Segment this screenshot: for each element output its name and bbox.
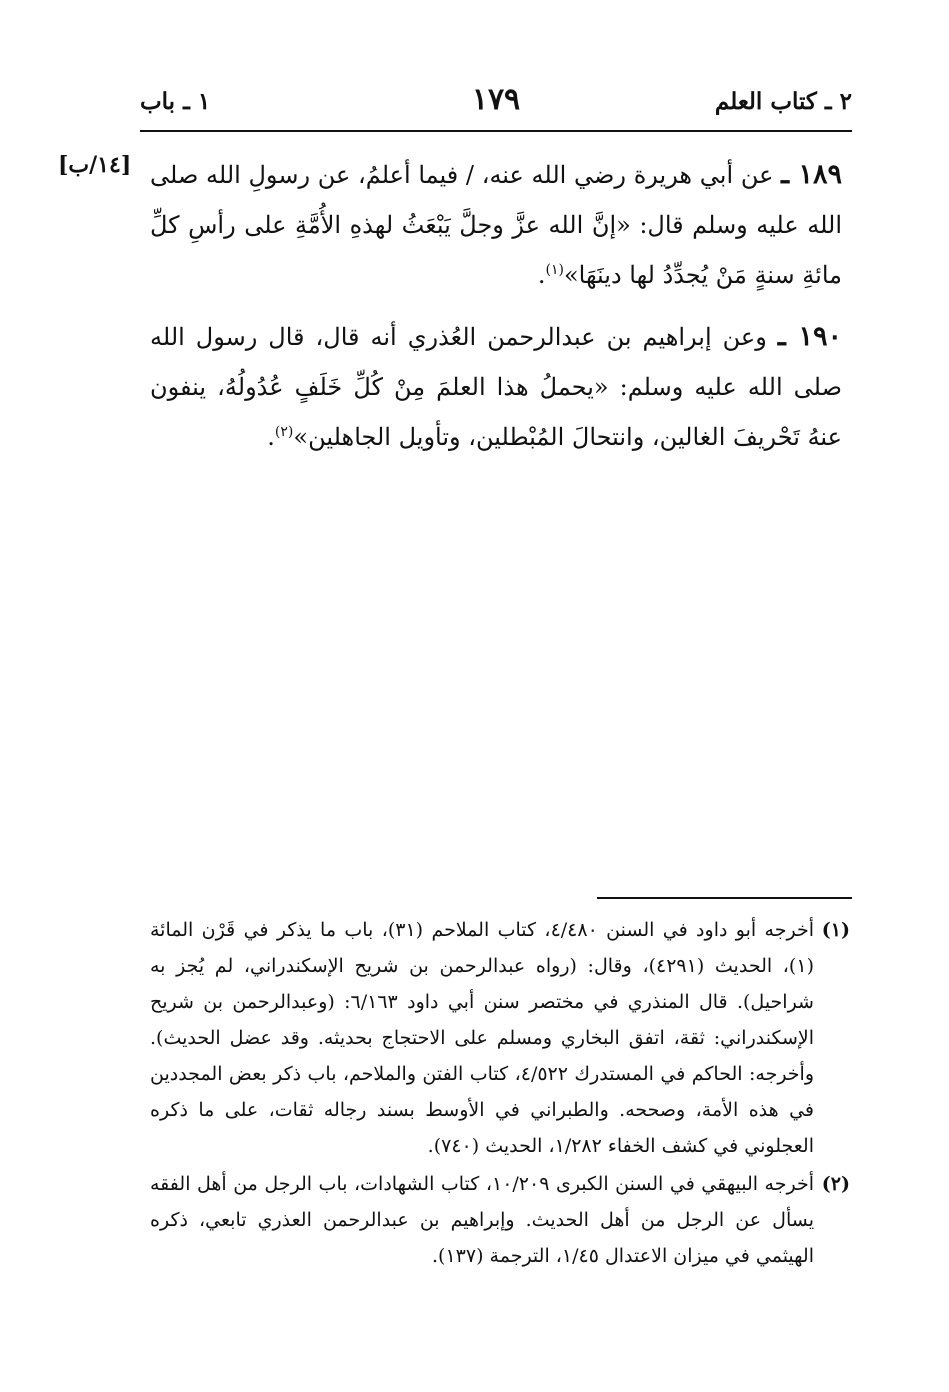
hadith-number: ١٨٩ ـ bbox=[781, 159, 842, 190]
hadith-text: عن أبي هريرة رضي الله عنه، / فيما أعلمُ، عن رسولِ الله صلى الله عليه وسلم قال: «إنَّ الله عزَّ وجلَّ يَبْعَثُ لهذهِ الأُمَّةِ على رأسِ كلِّ مائةِ سنةٍ مَنْ يُجدِّدُ لها دينَهَا» bbox=[150, 161, 842, 289]
footnote-2 bbox=[150, 1166, 850, 1274]
header-page-number: ١٧٩ bbox=[471, 82, 521, 117]
hadith-text: وعن إبراهيم بن عبدالرحمن العُذري أنه قال، قال رسول الله صلى الله عليه وسلم: «يحملُ هذا العلمَ مِنْ كُلِّ خَلَفٍ عُدُولُهُ، ينفون عنهُ تَحْريفَ الغالين، وانتحالَ المُبْطلين، وتأويل الجاهلين» bbox=[150, 323, 842, 451]
header-rule bbox=[140, 130, 852, 132]
hadith-189: ١٨٩ ـ عن أبي هريرة رضي الله عنه، / فيما أعلمُ، عن رسولِ الله صلى الله عليه وسلم قال: «إنَّ الله عزَّ وجلَّ يَبْعَثُ لهذهِ الأُمَّةِ على رأسِ كلِّ مائةِ سنةٍ مَنْ يُجدِّدُ لها دينَهَا»$^{(١)}$. bbox=[150, 159, 842, 289]
footnote-text: أخرجه أبو داود في السنن ٤/٤٨٠، كتاب الملاحم (٣١)، باب ما يذكر في قَرْن المائة (١)، الحديث (٤٢٩١)، وقال: (رواه عبدالرحمن بن شريح الإسكندراني، لم يُجز به شراحيل). قال المنذري في مختصر سنن أبي داود ٦/١٦٣: (وعبدالرحمن بن شريح الإسكندراني: ثقة، اتفق البخاري ومسلم على الاحتجاج بحديثه. وقد عضل الحديث). وأخرجه: الحاكم في المستدرك ٤/٥٢٢، كتاب الفتن والملاحم، باب ذكر بعض المجددين في هذه الأمة، وصححه. والطبراني في الأوسط بسند رجاله ثقات، على ما ذكره العجلوني في كشف الخفاء ١/٢٨٢، الحديث (٧٤٠). bbox=[150, 919, 814, 1157]
hadith-number: ١٩٠ ـ bbox=[777, 321, 843, 352]
hadith-190: ١٩٠ ـ وعن إبراهيم بن عبدالرحمن العُذري أنه قال، قال رسول الله صلى الله عليه وسلم: «يحملُ هذا العلمَ مِنْ كُلِّ خَلَفٍ عُدُولُهُ، ينفون عنهُ تَحْريفَ الغالين، وانتحالَ المُبْطلين، وتأويل الجاهلين»$^{(٢)}$. bbox=[150, 321, 843, 451]
footnote-text: أخرجه البيهقي في السنن الكبرى ١٠/٢٠٩، كتاب الشهادات، باب الرجل من أهل الفقه يسأل عن الرجل من أهل الحديث. وإبراهيم بن عبدالرحمن العذري تابعي، ذكره الهيثمي في ميزان الاعتدال ١/٤٥، الترجمة (١٣٧). bbox=[150, 1173, 814, 1267]
header-book-title: ٢ ـ كتاب العلم bbox=[714, 88, 852, 115]
header-chapter: ١ ـ باب bbox=[140, 88, 211, 115]
footnotes bbox=[150, 912, 850, 1276]
footnote-separator bbox=[597, 897, 852, 899]
running-header bbox=[140, 82, 852, 124]
footnote-mark: (٢) bbox=[821, 1173, 850, 1195]
footnote-ref[interactable]: (١) bbox=[545, 262, 564, 278]
footnote-1 bbox=[150, 912, 850, 1164]
footnote-mark: (١) bbox=[821, 919, 850, 941]
folio-marker: [١٤/ب] bbox=[58, 152, 132, 178]
footnote-ref[interactable]: (٢) bbox=[274, 424, 294, 440]
